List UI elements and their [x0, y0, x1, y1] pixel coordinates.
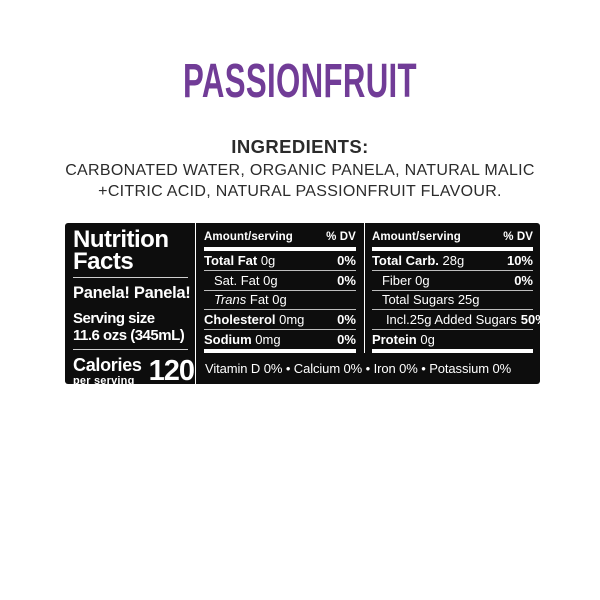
nutrient-name-amount: Sat. Fat 0g	[214, 272, 278, 288]
ingredients-line-2: +CITRIC ACID, NATURAL PASSIONFRUIT FLAVOUR.	[98, 183, 502, 200]
calories-labels	[73, 354, 142, 387]
nutrition-facts-panel	[65, 223, 547, 387]
serving-size	[73, 311, 188, 344]
amount-serving-header: Amount/serving	[204, 231, 293, 243]
nutrition-row	[372, 270, 533, 290]
nutrition-column-fats	[196, 223, 364, 353]
ingredients-heading: INGREDIENTS:	[231, 136, 369, 157]
divider	[73, 349, 188, 350]
nutrient-dv: 0%	[514, 272, 533, 288]
nutrition-row	[204, 290, 356, 310]
nutrition-facts-table	[195, 223, 547, 384]
nutrition-row	[372, 309, 547, 329]
nutrient-rows	[371, 251, 547, 349]
nutrient-name-amount: Cholesterol 0mg	[204, 312, 305, 328]
nutrition-facts-title-line1: Nutrition	[73, 226, 169, 253]
dv-header: % DV	[326, 231, 356, 243]
ingredients-text	[0, 160, 600, 202]
nutrition-row	[372, 251, 533, 270]
nutrient-name-amount: Incl.25g Added Sugars	[385, 312, 517, 328]
amount-serving-header: Amount/serving	[371, 231, 461, 243]
tagline: Panela! Panela!	[73, 284, 191, 302]
nutrition-row	[372, 329, 533, 349]
nutrient-dv: 0%	[337, 252, 356, 268]
nutrient-dv: 0%	[337, 272, 356, 288]
nutrient-dv: 50%	[520, 312, 547, 328]
flavor-title: PASSIONFRUIT	[183, 55, 417, 108]
nutrient-rows	[204, 251, 356, 349]
calories-sublabel: per serving	[73, 374, 135, 387]
nutrition-facts-title-line2: Facts	[73, 247, 134, 275]
nutrition-column-carbs	[364, 223, 547, 353]
calories-value: 120	[148, 355, 195, 387]
nutrient-name-amount: Total Sugars 25g	[381, 292, 480, 308]
nutrition-row	[204, 270, 356, 290]
ingredients-line-1: CARBONATED WATER, ORGANIC PANELA, NATURAL MALIC	[65, 162, 535, 179]
nutrition-facts-left-section	[65, 223, 195, 387]
nutrient-dv: 10%	[506, 252, 533, 268]
calories-label: Calories	[73, 354, 142, 375]
nutrition-facts-title	[73, 226, 188, 275]
nutrient-dv: 0%	[337, 312, 356, 328]
nutrient-columns	[196, 223, 547, 353]
nutrient-name-amount: Total Carb. 28g	[371, 252, 465, 268]
serving-size-label: Serving size	[73, 310, 155, 327]
nutrient-name-amount: Sodium 0mg	[204, 332, 281, 348]
nutrient-name-amount: Fiber 0g	[381, 272, 430, 288]
column-header	[204, 223, 356, 243]
column-header	[372, 223, 533, 243]
nutrient-name-amount: Total Fat 0g	[204, 252, 276, 268]
serving-size-value: 11.6 ozs (345mL)	[73, 326, 185, 344]
nutrient-dv: 0%	[337, 332, 356, 348]
nutrient-name-amount: Protein 0g	[371, 332, 435, 348]
nutrient-name-amount: Trans Fat 0g	[214, 292, 287, 308]
nutrition-row	[204, 251, 356, 270]
dv-header: % DV	[503, 231, 533, 243]
nutrition-row	[204, 329, 356, 349]
nutrition-row	[204, 309, 356, 329]
nutrition-row	[372, 290, 533, 310]
calories-row	[73, 354, 195, 388]
micronutrients-row: Vitamin D 0% • Calcium 0% • Iron 0% • Potassium 0%	[205, 361, 512, 376]
divider	[73, 277, 188, 278]
